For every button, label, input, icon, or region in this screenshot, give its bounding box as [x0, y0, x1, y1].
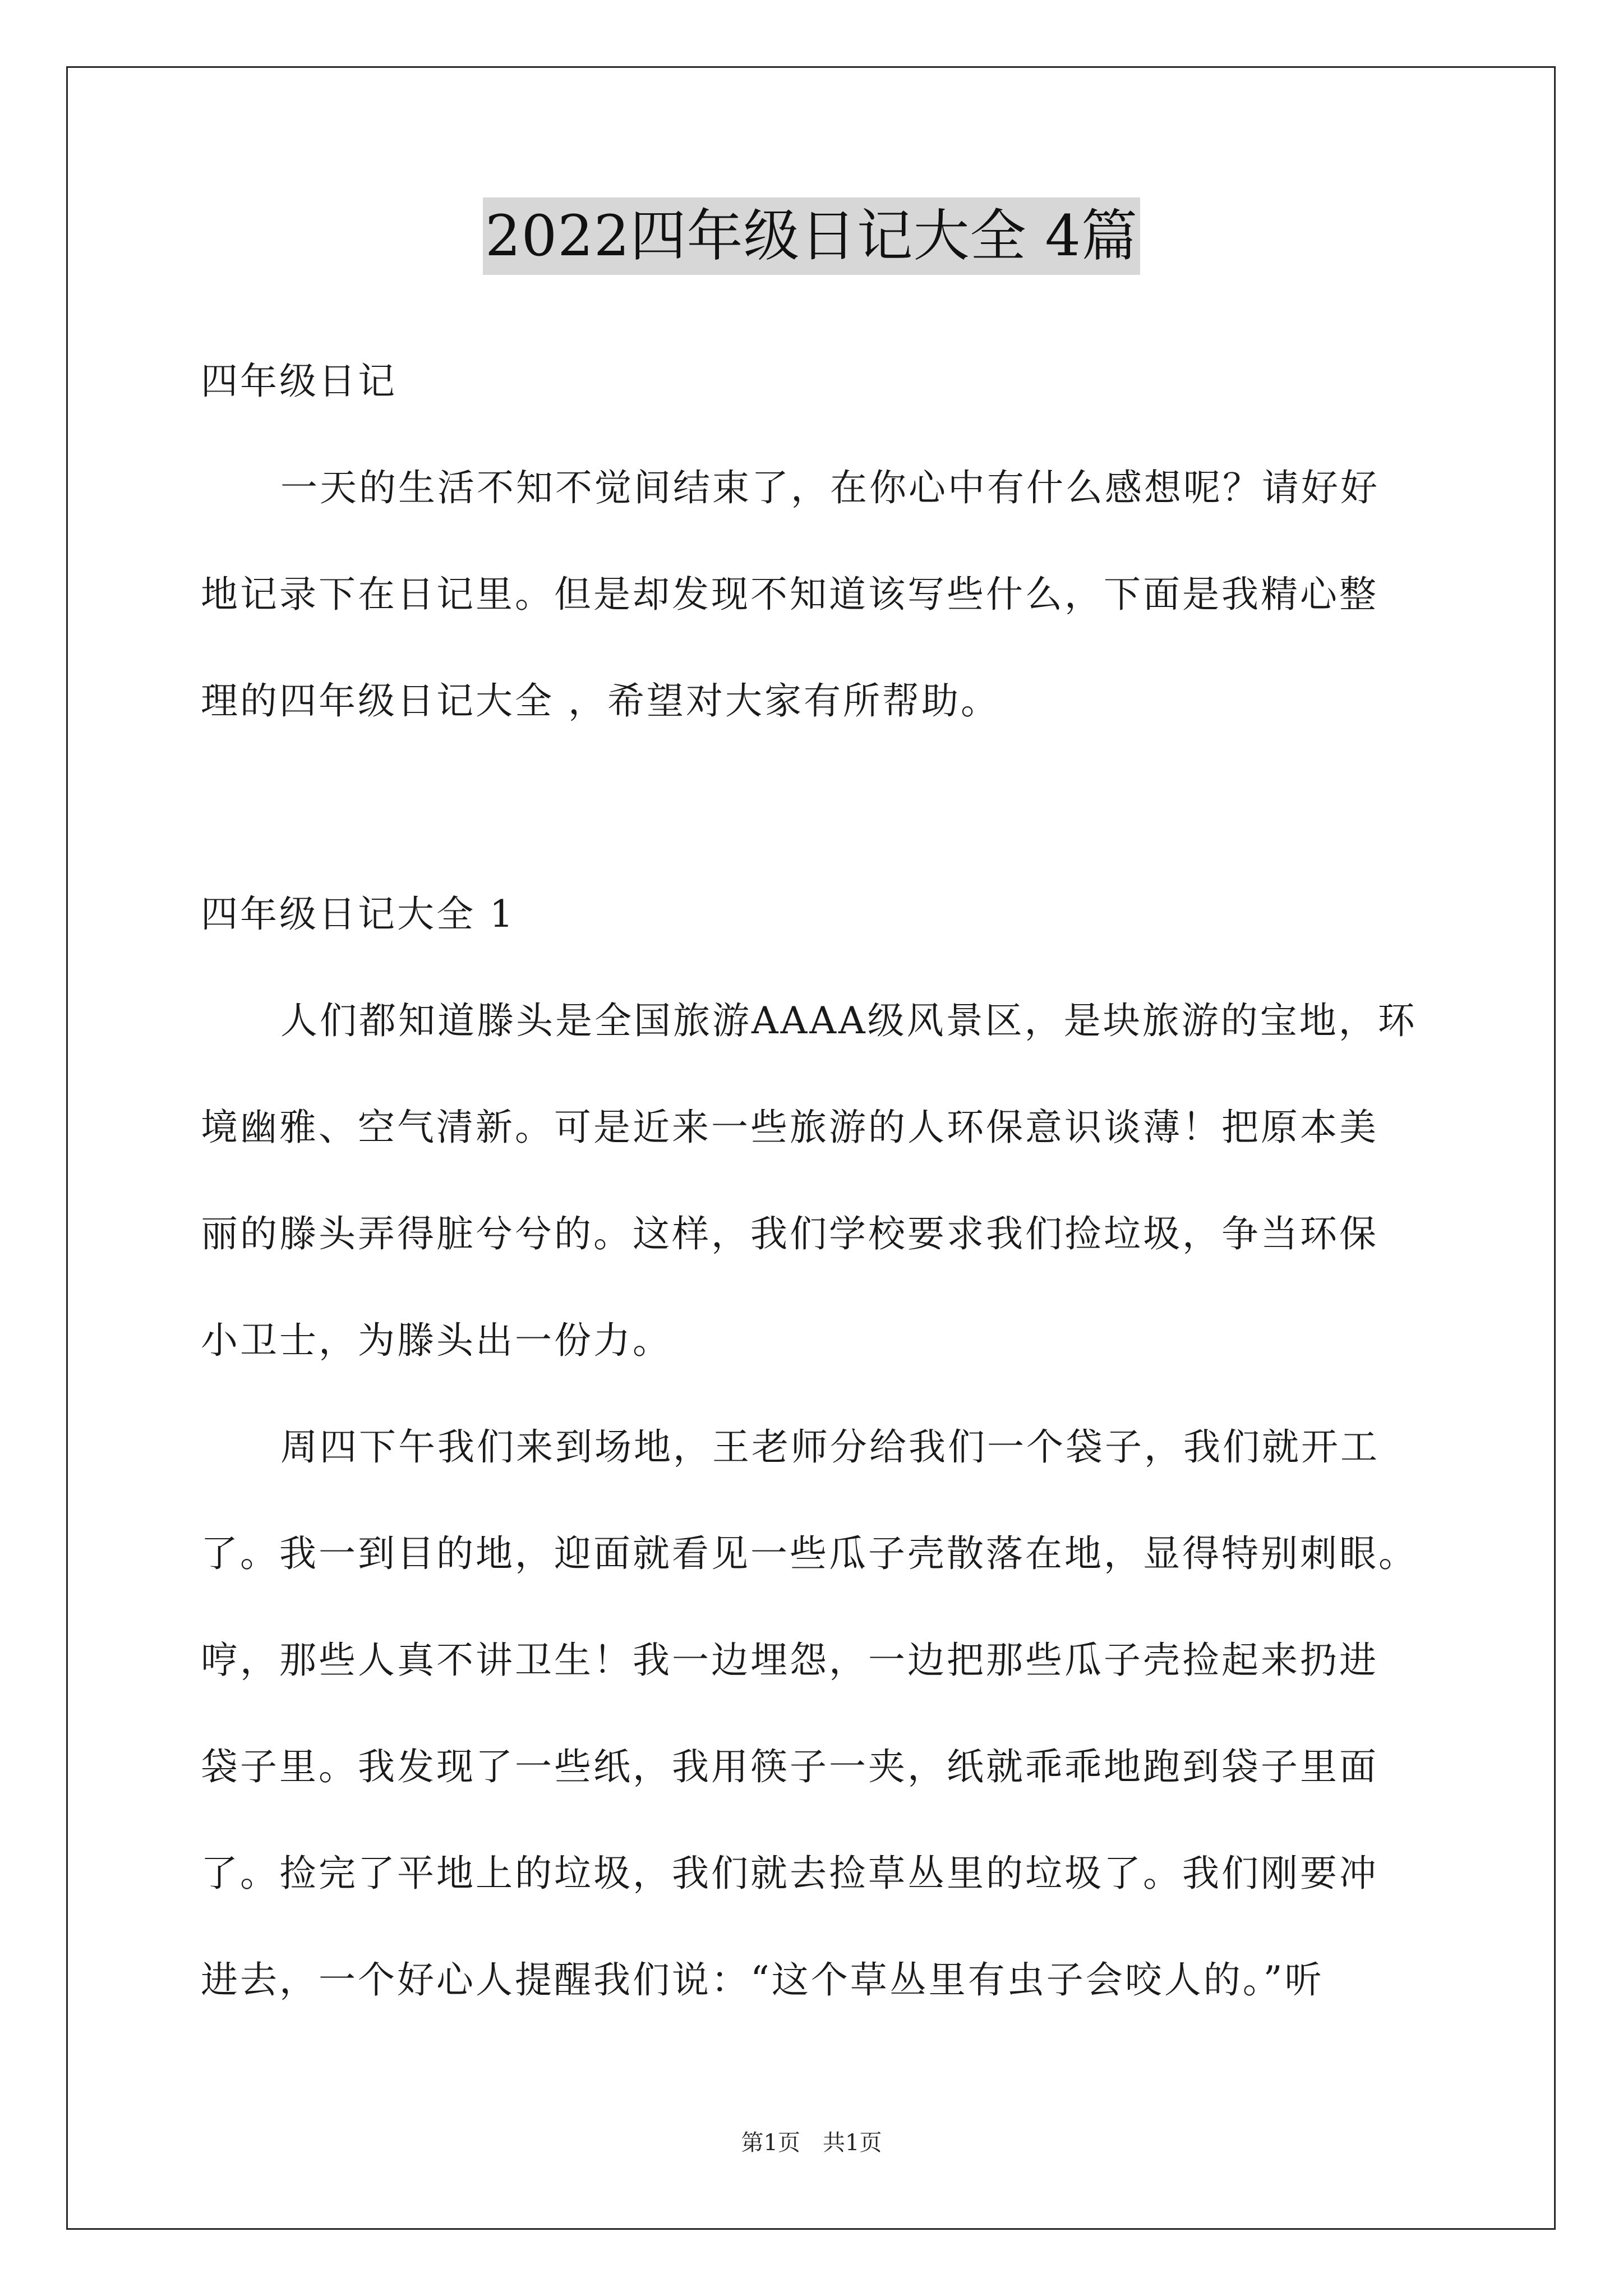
paragraph-line: 人们都知道滕头是全国旅游AAAA级风景区，是块旅游的宝地，环 — [280, 999, 1417, 1042]
paragraph-line: 丽的滕头弄得脏兮兮的。这样，我们学校要求我们捡垃圾，争当环保 — [201, 1212, 1378, 1255]
paragraph-line: 周四下午我们来到场地，王老师分给我们一个袋子，我们就开工 — [280, 1425, 1380, 1469]
paragraph-line: 了。我一到目的地，迎面就看见一些瓜子壳散落在地，显得特别刺眼。 — [201, 1532, 1418, 1575]
paragraph-line: 哼，那些人真不讲卫生！我一边埋怨，一边把那些瓜子壳捡起来扔进 — [201, 1639, 1378, 1682]
paragraph-line: 境幽雅、空气清新。可是近来一些旅游的人环保意识谈薄！把原本美 — [201, 1106, 1378, 1149]
document-title: 2022四年级日记大全 4篇 — [483, 197, 1140, 275]
title-wrapper — [0, 197, 1623, 275]
intro-line: 一天的生活不知不觉间结束了，在你心中有什么感想呢？请好好 — [280, 466, 1380, 509]
paragraph-line: 小卫士，为滕头出一份力。 — [201, 1319, 672, 1362]
section-heading: 四年级日记大全 1 — [201, 892, 515, 936]
paragraph-line: 了。捡完了平地上的垃圾，我们就去捡草丛里的垃圾了。我们刚要冲 — [201, 1852, 1378, 1895]
paragraph-line: 袋子里。我发现了一些纸，我用筷子一夹，纸就乖乖地跑到袋子里面 — [201, 1745, 1378, 1788]
intro-line: 地记录下在日记里。但是却发现不知道该写些什么，下面是我精心整 — [201, 573, 1378, 616]
intro-line: 理的四年级日记大全 ，希望对大家有所帮助。 — [201, 679, 1000, 723]
paragraph-line: 进去，一个好心人提醒我们说：“这个草丛里有虫子会咬人的。”听 — [201, 1958, 1324, 2001]
section-heading: 四年级日记 — [201, 360, 397, 403]
page-footer: 第1页 共1页 — [741, 2130, 882, 2156]
